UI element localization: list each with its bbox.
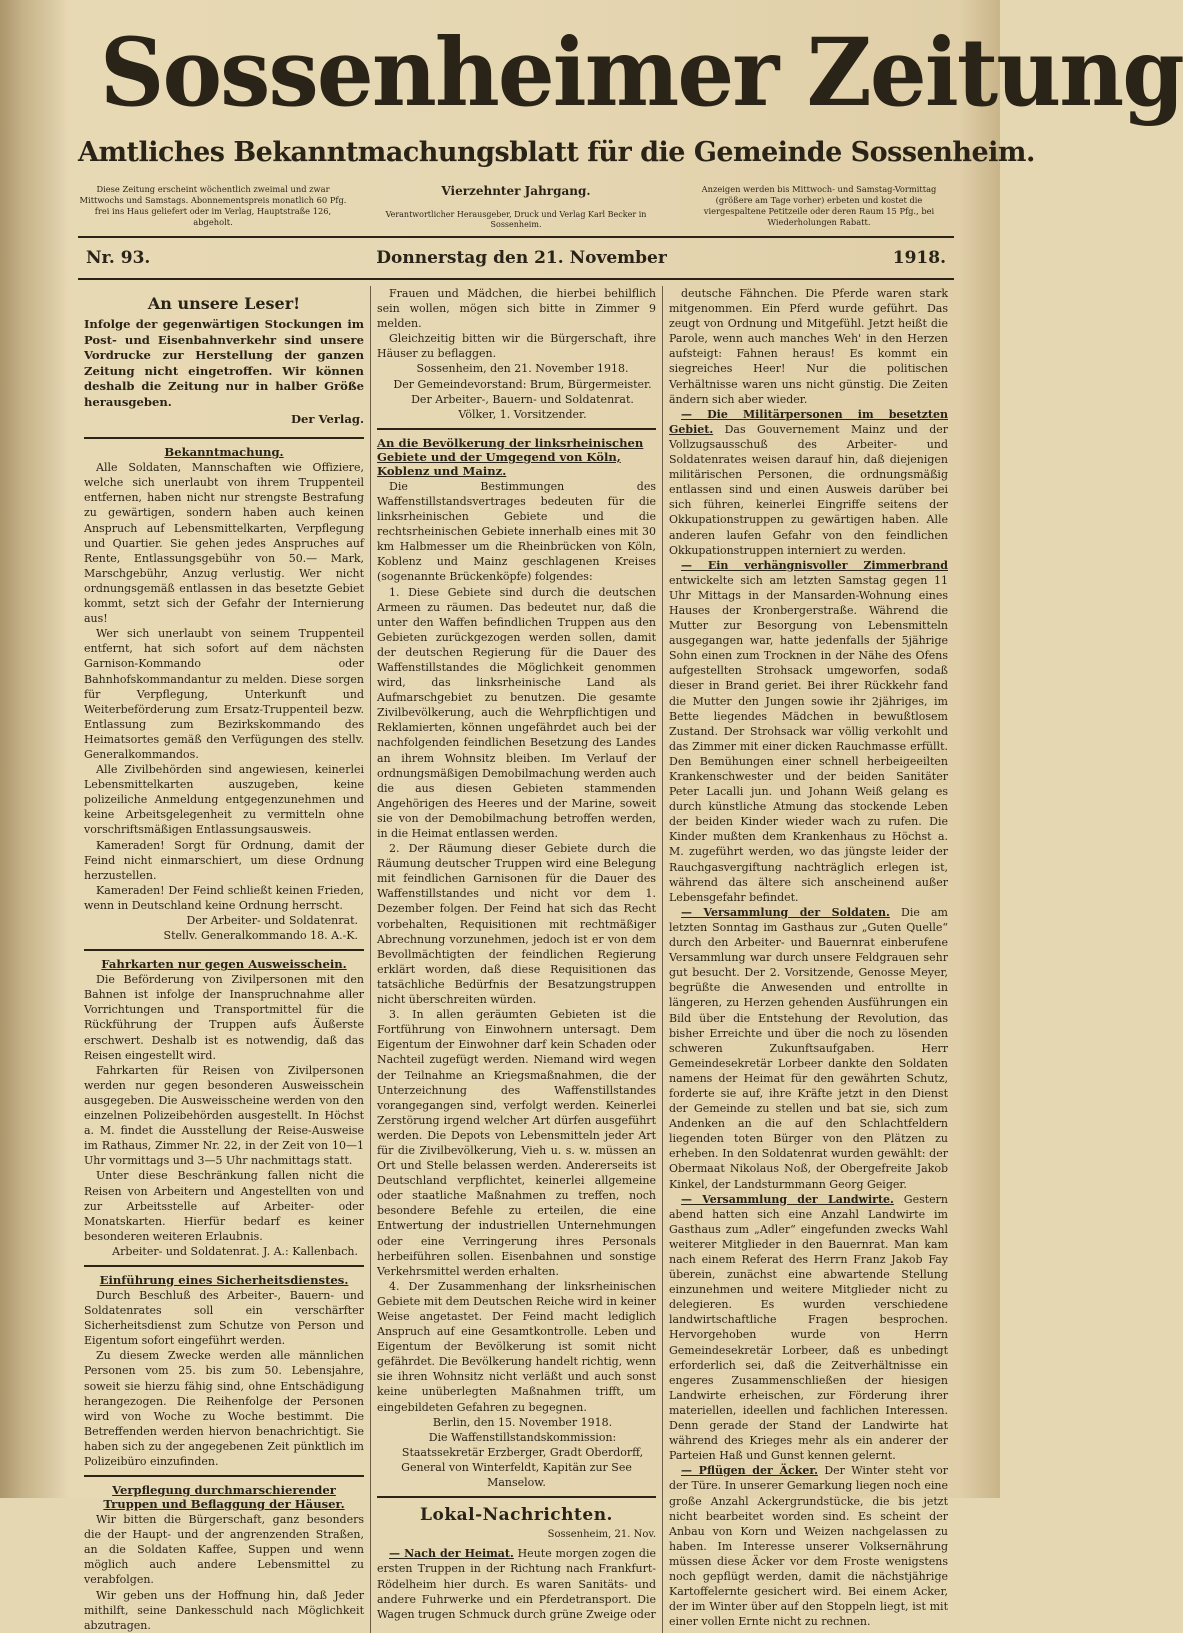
paragraph: Wer sich unerlaubt von seinem Truppenteil entfernt, hat sich sofort auf dem nächsten Garnison-Kommando oder Bahnhofskommandantur zu melden. Diese sorgen für Verpflegung, Unterkunft und Weiterbeförderung zum Ersatz-Truppenteil bezw. Entlassung zum Bezirkskommando des Heimatsortes gemäß den Verfügungen des stellv. Generalkommandos. [84, 627, 364, 761]
paragraph: Kameraden! Sorgt für Ordnung, damit der Feind nicht einmarschiert, um diese Ordnung herzustellen. [84, 838, 364, 882]
newspaper-title: Sossenheimer Zeitung [99, 18, 1183, 128]
section-heading-local-news: Lokal-Nachrichten. [420, 1505, 613, 1526]
divider [84, 1475, 364, 1477]
volume-year: Vierzehnter Jahrgang. [441, 184, 591, 198]
item-keyword: — Ein verhängnisvoller Zimmerbrand [681, 558, 948, 572]
signature: Völker, 1. Vorsitzender. [458, 407, 587, 421]
local-news-dateline: Sossenheim, 21. Nov. [547, 1529, 656, 1541]
column-2 [370, 286, 662, 1633]
signature: Der Gemeindevorstand: Brum, Bürgermeister. [393, 377, 652, 391]
paragraph: 4. Der Zusammenhang der linksrheinischen Gebiete mit dem Deutschen Reiche wird in keiner Weise angetastet. Der Feind macht lediglich Anspruch auf eine Gesamtkontrolle. Leben und Eigentum der Bevölkerung ist somit nicht gefährdet. Die Bevölkerung handelt richtig, wenn sie ihren Wohnsitz nicht verläßt und auch sonst keine unüberlegten Maßnahmen trifft, um eingebildeten Gefahren zu begegnen. [377, 1279, 656, 1414]
paragraph [669, 558, 948, 905]
newspaper-subtitle: Amtliches Bekanntmachungsblatt für die Gemeinde Sossenheim. [78, 137, 1035, 168]
paragraph: Kameraden! Der Feind schließt keinen Frieden, wenn in Deutschland keine Ordnung herrscht. [84, 883, 364, 912]
signature: Die Waffenstillstandskommission: [428, 1430, 617, 1444]
paragraph: deutsche Fähnchen. Die Pferde waren stark mitgenommen. Ein Pferd wurde geführt. Das zeugt von Ordnung und Mitgefühl. Jetzt heißt die Parole, wenn auch manches Weh' in den Herzen aufsteigt: Fahnen heraus! Es kommt ein siegreiches Heer! Nur die politischen Verhältnisse waren uns nicht günstig. Die Zeiten ändern sich aber wieder. [669, 287, 948, 406]
divider [377, 1496, 656, 1498]
paragraph: Frauen und Mädchen, die hierbei behilflich sein wollen, mögen sich bitte in Zimmer 9 melden. [377, 287, 656, 331]
item-keyword: — Versammlung der Soldaten. [681, 905, 890, 919]
item-text: Heute morgen zogen die ersten Truppen in der Richtung nach Frankfurt-Rödelheim hier durch. Es waren Sanitäts- und andere Fuhrwerke und ein Pferdetransport. Die Wagen trugen Schmuck durch grüne Zweige oder [377, 1547, 657, 1621]
publisher: Verantwortlicher Herausgeber, Druck und Verlag Karl Becker in Sossenheim. [385, 210, 647, 229]
reader-notice-title: An unsere Leser! [147, 294, 301, 313]
paragraph [669, 905, 948, 1192]
divider [84, 949, 364, 951]
paragraph: Wir bitten die Bürgerschaft, ganz besonders die der Haupt- und der angrenzenden Straßen, an die Soldaten Kaffee, Suppen und wenn möglich auch andere Lebensmittel zu verabfolgen. [84, 1513, 364, 1587]
place-date: Sossenheim, den 21. November 1918. [416, 362, 629, 376]
paragraph [669, 407, 948, 558]
paragraph [669, 1463, 948, 1629]
paragraph: Alle Soldaten, Mannschaften wie Offiziere, welche sich unerlaubt von ihrem Truppenteil entfernen, haben nicht nur strengste Bestrafung zu gewärtigen, sondern haben auch keinen Anspruch auf Lebensmittelkarten, Verpflegung und Quartier. Sie gehen jedes Anspruches auf Rente, Entlassungsgebühr von 50.— Mark, Marschgebühr, Anzug verlustig. Wer nicht ordnungsgemäß entlassen in das besetzte Gebiet kommt, setzt sich der Gefahr der Internierung aus! [84, 461, 364, 626]
paragraph: Alle Zivilbehörden sind angewiesen, keinerlei Lebensmittelkarten auszugeben, keine polizeiliche Anmeldung entgegenzunehmen und keine Arbeitsgelegenheit zu vermitteln ohne vorschriftsmäßigen Entlassungsausweis. [84, 763, 364, 837]
item-text: Die am letzten Sonntag im Gasthaus zur „Guten Quelle“ durch den Arbeiter- und Bauernrat einberufene Versammlung war durch unsere Feldgrauen sehr gut besucht. Der 2. Vorsitzende, Genosse Meyer, begrüßte die Anwesenden und entrollte in längeren, zu Herzen gehenden Ausführungen ein Bild über die Entstehung der Revolution, das bisher Erreichte und über die noch zu lösenden schweren Zukunftsaufgaben. Herr Gemeindesekretär Lorbeer dankte den Soldaten namens der Heimat für den gewährten Schutz, forderte sie auf, ihre Kräfte jetzt in den Dienst der Gemeinde zu stellen und bat sie, sich zum Andenken an die auf den Schlachtfeldern liegenden toten Bürger von den Plätzen zu erheben. In den Soldatenrat wurden gewählt: der Obermaat Nikolaus Noß, der Obergefreite Jakob Kinkel, der Landsturmmann Georg Geiger. [669, 905, 948, 1191]
column-1 [78, 286, 370, 1633]
paragraph: Gleichzeitig bitten wir die Bürgerschaft, ihre Häuser zu beflaggen. [377, 332, 656, 361]
paragraph: Unter diese Beschränkung fallen nicht die Reisen von Arbeitern und Angestellten von und zur Arbeitsstelle auf Arbeiter- oder Monatskarten. Hierfür bedarf es keiner besonderen weiteren Erlaubnis. [84, 1169, 364, 1243]
paragraph: Durch Beschluß des Arbeiter-, Bauern- und Soldatenrates soll ein verschärfter Sicherheitsdienst zum Schutze von Person und Eigentum sofort eingeführt werden. [84, 1288, 364, 1348]
item-keyword: — Nach der Heimat. [389, 1547, 514, 1561]
item-keyword: — Pflügen der Äcker. [681, 1464, 818, 1478]
publication-info [366, 184, 666, 236]
signature: Staatssekretär Erzberger, Gradt Oberdorff, General von Winterfeldt, Kapitän zur See Manselow. [401, 1445, 644, 1490]
masthead-infobar [78, 184, 954, 236]
paragraph [669, 1192, 948, 1464]
paragraph: Zu diesem Zwecke werden alle männlichen Personen vom 25. bis zum 50. Lebensjahre, soweit sie hierzu fähig sind, ohne Entschädigung herangezogen. Die Reihenfolge der Personen wird von Woche zu Woche bestimmt. Die Betreffenden werden hiervon benachrichtigt. Sie haben sich zu der angegebenen Zeit pünktlich im Polizeibüro einzufinden. [84, 1349, 364, 1468]
paragraph: Die Bestimmungen des Waffenstillstandsvertrages bedeuten für die linksrheinischen Gebiete und die rechtsrheinischen Gebiete innerhalb eines mit 30 km Halbmesser um die Rheinbrücken von Köln, Koblenz und Mainz geschlagenen Kreises (sogenannte Brückenköpfe) folgendes: [377, 479, 656, 584]
article-heading: Verpflegung durchmarschierender Truppen und Beflaggung der Häuser. [103, 1483, 345, 1512]
page-binding-shadow [0, 0, 70, 1498]
article-heading: Fahrkarten nur gegen Ausweisschein. [101, 957, 347, 972]
item-keyword: — Versammlung der Landwirte. [681, 1192, 894, 1206]
article-heading: An die Bevölkerung der linksrheinischen Gebiete und der Umgegend von Köln, Koblenz und Mainz. [377, 435, 644, 478]
paragraph: 1. Diese Gebiete sind durch die deutschen Armeen zu räumen. Das bedeutet nur, daß die unter den Waffen befindlichen Truppen aus den Gebieten zurückgezogen werden sollen, damit der deutschen Regierung für die Dauer des Waffenstillstandes die Möglichkeit genommen wird, das linksrheinische Land als Aufmarschgebiet zu benutzen. Die gesamte Zivilbevölkerung, auch die Wehrpflichtigen und Reklamierten, können ungefährdet auch bei der nachfolgenden feindlichen Besetzung des Landes an ihrem Wohnsitz bleiben. Im Verlauf der ordnungsmäßigen Demobilmachung werden auch die aus diesen Gebieten stammenden Angehörigen des Heeres und der Marine, soweit sie von der Demobilmachung betroffen werden, in die Heimat entlassen werden. [377, 585, 656, 840]
divider [84, 1265, 364, 1267]
item-text: Gestern abend hatten sich eine Anzahl Landwirte im Gasthaus zum „Adler“ eingefunden zwecks Wahl weiterer Mitglieder in den Bauernrat. Man kam nach einem Referat des Herrn Franz Jakob Fay überein, zunächst eine abwartende Stellung einzunehmen und weitere Mitglieder nicht zu delegieren. Es wurden verschiedene landwirtschaftliche Fragen besprochen. Hervorgehoben wurde von Herrn Gemeindesekretär Lorbeer, daß es unbedingt erforderlich sei, daß die Zeitverhältnisse ein engeres Zusammenschließen der hiesigen Landwirte erheischen, zur Förderung ihrer materiellen, ideellen und fachlichen Interessen. Denn gerade der Stand der Landwirte hat während des Krieges mehr als ein anderer der Parteien Haß und Gunst kennen gelernt. [669, 1192, 948, 1463]
column-3 [662, 286, 954, 1633]
reader-notice-text: Infolge der gegenwärtigen Stockungen im Post- und Eisenbahnverkehr sind unsere Vordrucke zur Herstellung der ganzen Zeitung nicht eingetroffen. Wir können deshalb die Zeitung nur in halber Größe herausgeben. [84, 317, 364, 409]
paragraph [377, 1546, 656, 1621]
item-keyword: — Die Militärpersonen im besetzten Gebiet. [669, 407, 948, 436]
reader-notice-signer: Der Verlag. [290, 412, 364, 427]
article-heading: Bekanntmachung. [164, 445, 284, 460]
item-text: Das Gouvernement Mainz und der Vollzugsausschuß des Arbeiter- und Soldatenrates weisen darauf hin, daß diejenigen militärischen Personen, die ordnungsmäßig entlassen sind und einen Ausweis darüber bei sich führen, keinerlei Eingriffe seitens der Okkupationstruppen zu gewärtigen haben. Alle anderen laufen Gefahr von den feindlichen Okkupationstruppen interniert zu werden. [669, 422, 949, 557]
article-heading: Einführung eines Sicherheitsdienstes. [99, 1272, 349, 1287]
paragraph: Wir geben uns der Hoffnung hin, daß Jeder mithilft, seine Dankesschuld nach Möglichkeit abzutragen. [84, 1588, 364, 1632]
signature: Der Arbeiter-, Bauern- und Soldatenrat. [411, 392, 634, 406]
issue-date: Donnerstag den 21. November [376, 248, 667, 268]
paragraph: Die Beförderung von Zivilpersonen mit den Bahnen ist infolge der Inanspruchnahme aller Vorrichtungen und Transportmittel für die Rückführung der Truppen aufs Äußerste erschwert. Deshalb ist es notwendig, daß das Reisen eingestellt wird. [84, 973, 364, 1062]
advertising-info: Anzeigen werden bis Mittwoch- und Samstag-Vormittag (größere am Tage vorher) erbeten und kostet die viergespaltene Petitzeile oder deren Raum 15 Pfg., bei Wiederholungen Rabatt. [701, 184, 937, 227]
paragraph: Fahrkarten für Reisen von Zivilpersonen werden nur gegen besonderen Ausweisschein ausgegeben. Die Ausweisscheine werden von den einzelnen Polizeibehörden ausgestellt. In Höchst a. M. findet die Ausstellung der Reise-Ausweise im Rathaus, Zimmer Nr. 22, in der Zeit von 10—1 Uhr vormittags und 3—5 Uhr nachmittags statt. [84, 1063, 364, 1168]
item-text: Der Winter steht vor der Türe. In unserer Gemarkung liegen noch eine große Anzahl Ackergrundstücke, die bis jetzt nicht bearbeitet worden sind. Es scheint der Anbau von Korn und Weizen nachgelassen zu haben. Im Interesse unserer Volksernährung müssen diese Äcker vor dem Froste wenigstens noch gepflügt werden, damit die nächstjährige Kartoffelernte gesichert wird. Bei einem Acker, der im Winter über auf den Stoppeln liegt, ist mit einer vollen Ernte nicht zu rechnen. [669, 1464, 949, 1629]
dateline [78, 236, 954, 280]
issue-year: 1918. [892, 248, 946, 268]
paragraph: 2. Der Räumung dieser Gebiete durch die Räumung deutscher Truppen wird eine Belegung mit feindlichen Garnisonen für die Dauer des Waffenstillstandes und nicht vor dem 1. Dezember folgen. Der Feind hat sich das Recht vorbehalten, Requisitionen mit rechtmäßiger Abrechnung vorzunehmen, jedoch ist er von dem Bevollmächtigten der feindlichen Regierung erklärt worden, daß diese Requisitionen das tatsächliche Bedürfnis der Besatzungstruppen nicht überschreiten würden. [377, 842, 656, 1007]
item-text: entwickelte sich am letzten Samstag gegen 11 Uhr Mittags in der Mansarden-Wohnung eines Hauses der Kronbergerstraße. Während die Mutter zur Besorgung von Lebensmitteln ausgegangen war, hatte jedenfalls der 5jährige Sohn einen zum Trocknen in der Nähe des Ofens aufgestellten Strohsack umgeworfen, sodaß dieser in Brand geriet. Bei ihrer Rückkehr fand die Mutter den Jungen sowie ihr 2jähriges, im Bette liegendes Mädchen in bewußtlosem Zustand. Der Strohsack war völlig verkohlt und das Zimmer mit einer dicken Rauchmasse erfüllt. Den Bemühungen einer schnell herbeigeeilten Krankenschwester und der beiden Sanitäter Peter Lacalli jun. und Johann Weiß gelang es durch künstliche Atmung das stockende Leben der beiden Kinder wieder wach zu rufen. Die Kinder mußten dem Krankenhaus zu Höchst a. M. zugeführt werden, wo das jüngste leider der Rauchgasvergiftung nachträglich erlegen ist, während das ältere sich anscheinend außer Lebensgefahr befindet. [669, 573, 948, 904]
signature: Arbeiter- und Soldatenrat. J. A.: Kallenbach. [112, 1244, 358, 1258]
masthead [78, 14, 1183, 236]
subscription-info: Diese Zeitung erscheint wöchentlich zweimal und zwar Mittwochs und Samstags. Abonnementspreis monatlich 60 Pfg. frei ins Haus geliefert oder im Verlag, Hauptstraße 126, abgeholt. [79, 184, 347, 227]
signature: Der Arbeiter- und Soldatenrat. [186, 914, 358, 927]
article-columns [78, 286, 954, 1633]
issue-number: Nr. 93. [86, 248, 151, 268]
divider [377, 428, 656, 430]
place-date: Berlin, den 15. November 1918. [432, 1415, 613, 1429]
reader-notice [84, 286, 364, 439]
paragraph: 3. In allen geräumten Gebieten ist die Fortführung von Einwohnern untersagt. Dem Eigentum der Einwohner darf kein Schaden oder Nachteil zugefügt werden. Niemand wird wegen der Teilnahme an Kriegsmaßnahmen, die der Unterzeichnung des Waffenstillstandes vorangegangen sind, verfolgt werden. Keinerlei Zerstörung irgend welcher Art dürfen ausgeführt werden. Die Depots von Lebensmitteln jeder Art für die Zivilbevölkerung, Vieh u. s. w. müssen an Ort und Stelle belassen werden. Andererseits ist Deutschland verpflichtet, keinerlei allgemeine oder staatliche Maßnahmen zu treffen, noch besondere Befehle zu erteilen, die eine Entwertung der industriellen Unternehmungen oder eine Verringerung ihres Personals herbeiführen sollen. Eisenbahnen und sonstige Verkehrsmittel werden erhalten. [377, 1008, 656, 1278]
signature: Stellv. Generalkommando 18. A.-K. [163, 929, 358, 943]
